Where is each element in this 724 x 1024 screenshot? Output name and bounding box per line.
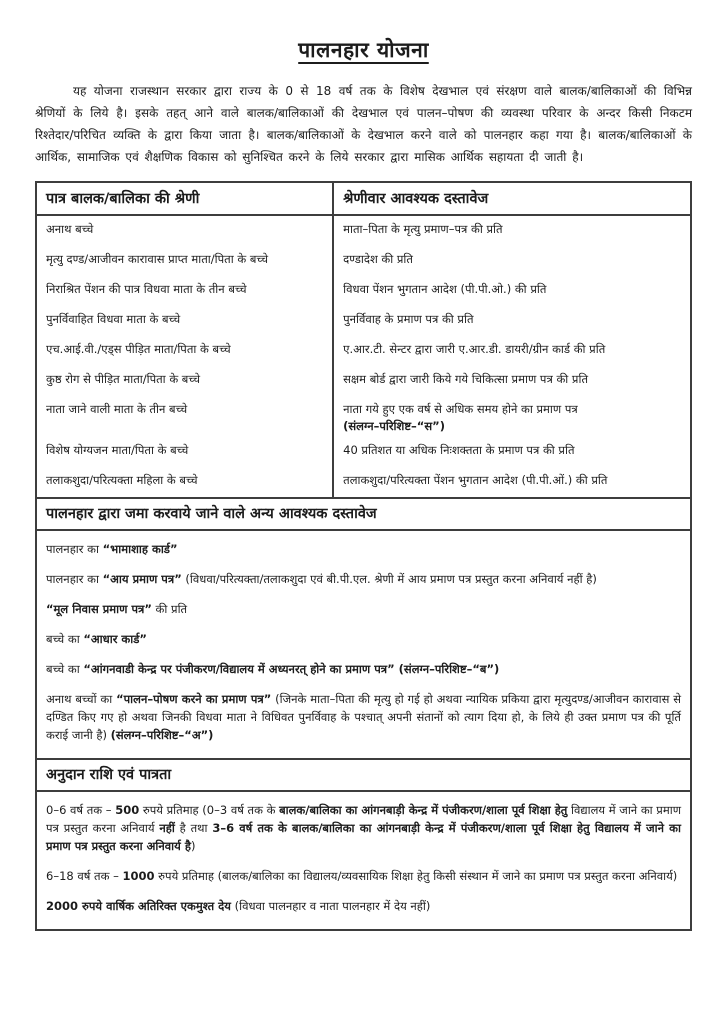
other-doc-item: अनाथ बच्चों का “पालन–पोषण करने का प्रमाण पत्र” (जिनके माता–पिता की मृत्यु हो गई हो अथवा न्यायिक प्रकिया द्वारा मृत्युदण्ड/आजीवन कारावास से दण्डित किए गए हो अथवा जिनकी विधवा माता ने विधिवत पुनर्विवाह के पश्चात् अपनी संतानों को त्याग दिया हो, के लिये ही उक्त प्रमाण पत्र की पूर्ति कराई जानी है) (संलग्न–परिशिष्ट–“अ”) — [46, 692, 681, 742]
other-doc-item: बच्चे का “आंगनवाडी केन्द्र पर पंजीकरण/विद्यालय में अध्यनरत् होने का प्रमाण पत्र” (संलग्न–परिशिष्ट–“ब”) — [46, 662, 500, 676]
grant-item: 0–6 वर्ष तक – 500 रुपये प्रतिमाह (0–3 वर्ष तक के बालक/बालिका का आंगनबाड़ी केन्द्र में पंजीकरण/शाला पूर्व शिक्षा हेतु विद्यालय में जाने का प्रमाण पत्र प्रस्तुत करना अनिवार्य नहीं है तथा 3–6 वर्ष तक के बालक/बालिका का आंगनबाड़ी केन्द्र में पंजीकरण/शाला पूर्व शिक्षा हेतु विद्यालय में जाने का प्रमाण पत्र प्रस्तुत करना अनिवार्य है) — [46, 803, 682, 853]
page-title: पालनहार योजना — [298, 38, 429, 62]
document-cell: तलाकशुदा/परित्यक्ता पेंशन भुगतान आदेश (पी.पी.ओं.) की प्रति — [332, 467, 690, 497]
other-doc-item: पालनहार का “आय प्रमाण पत्र” (विधवा/परित्यक्ता/तलाकशुदा एवं बी.पी.एल. श्रेणी में आय प्रमाण पत्र प्रस्तुत करना अनिवार्य नहीं है) — [46, 572, 597, 586]
other-doc-item: पालनहार का “भामाशाह कार्ड” — [46, 542, 178, 556]
other-docs-list — [37, 531, 690, 758]
category-cell: निराश्रित पेंशन की पात्र विधवा माता के तीन बच्चे — [46, 282, 247, 296]
table-row — [37, 276, 690, 306]
category-cell: तलाकशुदा/परित्यक्ता महिला के बच्चे — [46, 473, 198, 487]
document-cell: 40 प्रतिशत या अधिक निःशक्तता के प्रमाण पत्र की प्रति — [332, 437, 690, 467]
category-cell: विशेष योग्यजन माता/पिता के बच्चे — [46, 443, 189, 457]
document-cell: ए.आर.टी. सेन्टर द्वारा जारी ए.आर.डी. डायरी/ग्रीन कार्ड की प्रति — [332, 336, 690, 366]
category-cell: मृत्यु दण्ड/आजीवन कारावास प्राप्त माता/पिता के बच्चे — [46, 252, 269, 266]
grant-item: 2000 रुपये वार्षिक अतिरिक्त एकमुश्त देय (विधवा पालनहार व नाता पालनहार में देय नहीं) — [46, 899, 431, 913]
category-cell: पुनर्विवाहित विधवा माता के बच्चे — [46, 312, 181, 326]
intro-paragraph: यह योजना राजस्थान सरकार द्वारा राज्य के 0 से 18 वर्ष तक के विशेष देखभाल एवं संरक्षण वाले बालक/बालिकाओं की विभिन्न श्रेणियों के लिये है। इसके तहत् आने वाले बालक/बालिकाओं की देखभाल एवं पालन–पोषण की व्यवस्था परिवार के अन्दर किसी निकटम रिश्तेदार/परिचित व्यक्ति के द्वारा किया जाता है। बालक/बालिकाओं के देखभाल करने वाले को पालनहार कहा गया है। बालक/बालिकाओं के आर्थिक, सामाजिक एवं शैक्षणिक विकास को सुनिश्चित करने के लिये सरकार द्वारा मासिक आर्थिक सहायता दी जाती है। — [35, 84, 692, 164]
document-cell: नाता गये हुए एक वर्ष से अधिक समय होने का प्रमाण पत्र (संलग्न–परिशिष्ट–“स”) — [332, 396, 690, 437]
table-row — [37, 216, 690, 246]
table-header-row — [37, 183, 690, 216]
document-cell: विधवा पेंशन भुगतान आदेश (पी.पी.ओ.) की प्रति — [332, 276, 690, 306]
table-row — [37, 396, 690, 437]
table-row — [37, 366, 690, 396]
document-cell: पुनर्विवाह के प्रमाण पत्र की प्रति — [332, 306, 690, 336]
document-cell: सक्षम बोर्ड द्वारा जारी किये गये चिकित्सा प्रमाण पत्र की प्रति — [332, 366, 690, 396]
header-cell-documents: श्रेणीवार आवश्यक दस्तावेज — [332, 183, 690, 214]
document-cell: दण्डादेश की प्रति — [332, 246, 690, 276]
grant-list — [37, 792, 690, 929]
document-cell: माता–पिता के मृत्यु प्रमाण–पत्र की प्रति — [332, 216, 690, 246]
category-cell: अनाथ बच्चे — [46, 222, 94, 236]
grant-item: 6–18 वर्ष तक – 1000 रुपये प्रतिमाह (बालक/बालिका का विद्यालय/व्यवसायिक शिक्षा हेतु किसी संस्थान में जाने का प्रमाण पत्र प्रस्तुत करना अनिवार्य) — [46, 869, 678, 883]
category-cell: नाता जाने वाली माता के तीन बच्चे — [46, 402, 188, 416]
eligibility-table — [35, 181, 692, 931]
table-row — [37, 467, 690, 497]
table-row — [37, 306, 690, 336]
other-doc-item: “मूल निवास प्रमाण पत्र” की प्रति — [46, 602, 188, 616]
table-row — [37, 437, 690, 467]
table-row — [37, 336, 690, 366]
table-row — [37, 246, 690, 276]
header-cell-category: पात्र बालक/बालिका की श्रेणी — [46, 191, 200, 207]
section-header-grant: अनुदान राशि एवं पात्रता — [37, 758, 690, 792]
section-header-other-docs: पालनहार द्वारा जमा करवाये जाने वाले अन्य आवश्यक दस्तावेज — [37, 497, 690, 531]
category-cell: एच.आई.वी./एड्स पीड़ित माता/पिता के बच्चे — [46, 342, 231, 356]
category-cell: कुष्ठ रोग से पीड़ित माता/पिता के बच्चे — [46, 372, 201, 386]
other-doc-item: बच्चे का “आधार कार्ड” — [46, 632, 147, 646]
